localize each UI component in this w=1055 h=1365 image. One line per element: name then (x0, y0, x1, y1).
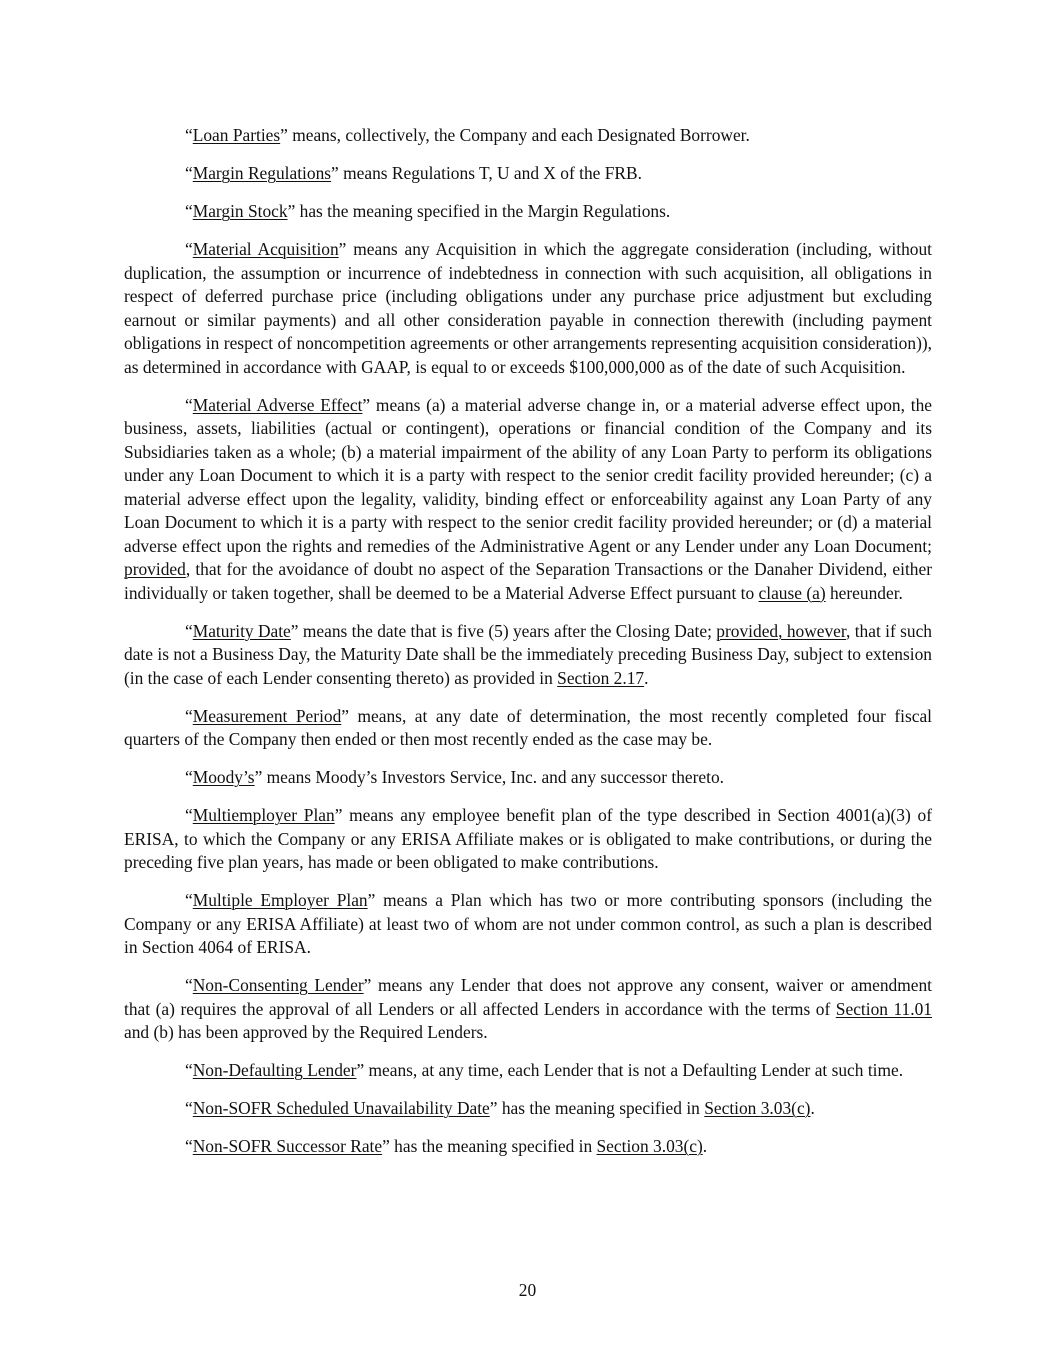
definition-paragraph (124, 162, 932, 186)
definition-text: ” has the meaning specified in (489, 1098, 705, 1118)
definition-text: “ (185, 1098, 193, 1118)
definition-paragraph (112, 1059, 932, 1083)
definition-text: “ (185, 767, 193, 787)
definition-paragraph (124, 1135, 932, 1159)
definition-text: “ (185, 890, 193, 910)
definition-text: , that for the avoidance of doubt no aspect of the Separation Transactions or the Danaher Dividend, either individually or taken together, shall be deemed to be a Material Adverse Effect pursuant to (124, 559, 932, 603)
underlined-reference: Section 2.17 (557, 667, 645, 688)
definition-text: “ (185, 394, 193, 415)
definition-text: “ (185, 620, 193, 641)
definition-text: hereunder. (825, 582, 903, 603)
defined-term: Loan Parties (192, 125, 281, 145)
definition-paragraph (124, 124, 932, 148)
definition-text: ” has the meaning specified in (382, 1136, 597, 1156)
defined-term: Margin Stock (192, 201, 288, 221)
definition-text: ” means the date that is five (5) years after the Closing Date; (290, 620, 717, 641)
underlined-reference: provided (124, 559, 186, 579)
defined-term: Material Acquisition (192, 239, 339, 259)
defined-term: Maturity Date (192, 620, 291, 641)
defined-term: Multiple Employer Plan (192, 890, 368, 910)
definition-text: and (b) has been approved by the Required Lenders. (124, 1022, 488, 1042)
underlined-reference: provided, however (716, 620, 846, 641)
definition-text: “ (185, 239, 193, 259)
defined-term: Non-Consenting Lender (192, 975, 364, 995)
definition-text: ” means (a) a material adverse change in, or a material adverse effect upon, the business, assets, liabilities (actual or contingent), operations or financial condition of the Company and its Subsidiaries taken as a whole; (b) a material impairment of the ability of any Loan Party to perform its obligations under any Loan Document to which it is a party with respect to the senior credit facility provided hereunder; (c) a material adverse effect upon the legality, validity, binding effect or enforceability against any Loan Party of any Loan Document to which it is a party with respect to the senior credit facility provided hereunder; or (d) a material adverse effect upon the rights and remedies of the Administrative Agent or any Lender under any Loan Document; (124, 394, 932, 556)
defined-term: Non-Defaulting Lender (192, 1060, 357, 1080)
definition-paragraph (124, 620, 932, 691)
definition-paragraph (124, 200, 932, 224)
underlined-reference: clause (a) (758, 582, 826, 603)
definition-text: “ (185, 1136, 193, 1156)
definition-paragraph (124, 705, 932, 752)
definition-paragraph (124, 974, 932, 1045)
page-number: 20 (518, 1280, 537, 1300)
definition-text: ” means, collectively, the Company and each Designated Borrower. (280, 125, 750, 145)
underlined-reference: Section 3.03(c) (704, 1098, 811, 1118)
definition-text: “ (185, 705, 193, 726)
definition-paragraph (124, 394, 932, 606)
definition-text: ” means any Acquisition in which the aggregate consideration (including, without duplication, the assumption or incurrence of indebtedness in connection with such acquisition, all obligations in respect of deferred purchase price (including obligations under any purchase price adjustment but excluding earnout or similar payments) and all other consideration payable in connection therewith (including payment obligations in respect of noncompetition agreements or other arrangements representing acquisition consideration)), as determined in accordance with GAAP, is equal to or exceeds $100,000,000 as of the date of such Acquisition. (124, 239, 932, 377)
definition-text: “ (185, 975, 193, 995)
definition-text: ” means Moody’s Investors Service, Inc. and any successor thereto. (254, 767, 724, 787)
defined-term: Non-SOFR Successor Rate (192, 1136, 383, 1156)
definition-text: ” means a Plan which has two or more contributing sponsors (including the Company or any ERISA Affiliate) at least two of whom are not under common control, as such a plan is described in Section 4064 of ERISA. (124, 890, 933, 957)
definition-paragraph (124, 804, 932, 875)
underlined-reference: Section 11.01 (835, 998, 932, 1019)
defined-term: Margin Regulations (192, 163, 332, 183)
definition-text: ” means any Lender that does not approve any consent, waiver or amendment that (a) requires the approval of all Lenders or all affected Lenders in accordance with the terms of (124, 975, 932, 1019)
defined-term: Measurement Period (192, 705, 342, 726)
definition-text: ” means Regulations T, U and X of the FRB. (331, 163, 642, 183)
definition-paragraph (124, 238, 932, 379)
definition-text: “ (185, 1060, 193, 1080)
definition-paragraph (124, 766, 932, 790)
defined-term: Material Adverse Effect (192, 394, 363, 415)
definition-text: ” means, at any time, each Lender that is not a Defaulting Lender at such time. (356, 1060, 904, 1080)
definition-text: . (810, 1098, 815, 1118)
definition-paragraph (124, 889, 932, 960)
defined-term: Multiemployer Plan (192, 805, 335, 825)
definition-text: “ (185, 163, 193, 183)
definition-text: , that if such date is not a Business Day, the Maturity Date shall be the immediately preceding Business Day, subject to extension (in the case of each Lender consenting thereto) as provided in (124, 620, 932, 688)
definition-text: . (644, 667, 649, 688)
definition-text: ” means, at any date of determination, the most recently completed four fiscal quarters of the Company then ended or then most recently ended as the case may be. (124, 705, 932, 749)
definitions-list (124, 124, 932, 1173)
definition-text: ” means any employee benefit plan of the type described in Section 4001(a)(3) of ERISA, to which the Company or any ERISA Affiliate makes or is obligated to make contributions, or during the preceding five plan years, has made or been obligated to make contributions. (124, 805, 932, 872)
definition-text: ” has the meaning specified in the Margin Regulations. (287, 201, 671, 221)
defined-term: Non-SOFR Scheduled Unavailability Date (192, 1098, 490, 1118)
underlined-reference: Section 3.03(c) (596, 1136, 703, 1156)
definition-text: . (702, 1136, 708, 1156)
definition-text: “ (185, 201, 193, 221)
definition-text: “ (185, 125, 193, 145)
definition-paragraph (124, 1097, 932, 1121)
definition-text: “ (185, 805, 193, 825)
defined-term: Moody’s (192, 767, 255, 787)
